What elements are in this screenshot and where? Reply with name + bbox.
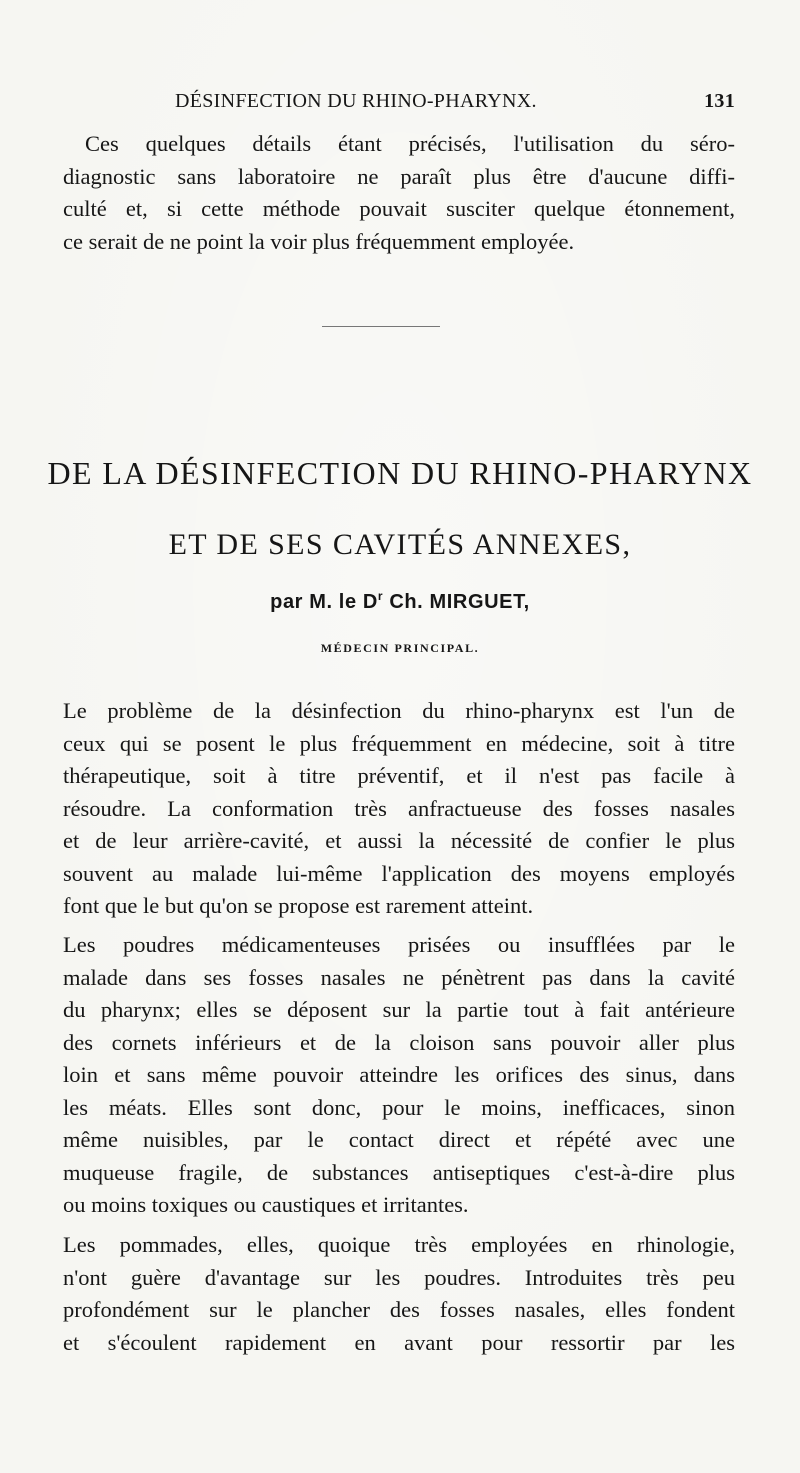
text-line: des cornets inférieurs et de la cloison sans pouvoir aller plus [63, 1029, 735, 1055]
text-line: Les poudres médicamenteuses prisées ou insufflées par le [63, 932, 735, 957]
body-paragraph-3 [63, 1229, 735, 1359]
author-superscript: r [377, 589, 384, 603]
text-line: muqueuse fragile, de substances antiseptiques c'est-à-dire plus [63, 1159, 735, 1185]
text-line: ceux qui se posent le plus fréquemment en médecine, soit à titre [63, 730, 735, 756]
body-paragraph-1 [63, 695, 735, 923]
text-line: même nuisibles, par le contact direct et répété avec une [63, 1127, 735, 1152]
body-paragraph-2 [63, 929, 735, 1222]
text-line: diagnostic sans laboratoire ne paraît plus être d'aucune diffi- [63, 163, 735, 189]
text-line: font que le but qu'on se propose est rarement atteint. [63, 893, 534, 918]
section-separator [322, 326, 440, 327]
text-line: culté et, si cette méthode pouvait susciter quelque étonnement, [63, 196, 735, 221]
text-line: thérapeutique, soit à titre préventif, et il n'est pas facile à [63, 763, 735, 788]
text-line: résoudre. La conformation très anfractueuse des fosses nasales [63, 795, 735, 821]
author-prefix: par M. le D [270, 591, 378, 613]
text-line: Les pommades, elles, quoique très employées en rhinologie, [63, 1232, 735, 1257]
article-title-line-2: ET DE SES CAVITÉS ANNEXES, [168, 528, 632, 561]
text-line: Ces quelques détails étant précisés, l'utilisation du séro- [85, 131, 735, 156]
text-line: les méats. Elles sont donc, pour le moins, inefficaces, sinon [63, 1094, 735, 1120]
text-line: malade dans ses fosses nasales ne pénètrent pas dans la cavité [63, 964, 735, 990]
intro-paragraph [63, 128, 735, 258]
page-header [175, 90, 735, 120]
text-line: et s'écoulent rapidement en avant pour ressortir par les [63, 1329, 735, 1355]
text-line: et de leur arrière-cavité, et aussi la nécessité de confier le plus [63, 828, 735, 853]
running-title: DÉSINFECTION DU RHINO-PHARYNX. [175, 90, 537, 112]
article-title-line-1: DE LA DÉSINFECTION DU RHINO-PHARYNX [47, 455, 753, 491]
author-role: MÉDECIN PRINCIPAL. [320, 641, 480, 655]
text-line: souvent au malade lui-même l'application des moyens employés [63, 860, 735, 886]
page-number: 131 [704, 90, 735, 112]
text-line: du pharynx; elles se déposent sur la partie tout à fait antérieure [63, 997, 735, 1022]
text-line: ce serait de ne point la voir plus fréquemment employée. [63, 228, 575, 254]
text-line: ou moins toxiques ou caustiques et irritantes. [63, 1192, 469, 1217]
text-line: profondément sur le plancher des fosses nasales, elles fondent [63, 1297, 735, 1322]
text-line: loin et sans même pouvoir atteindre les orifices des sinus, dans [63, 1062, 735, 1087]
text-line: Le problème de la désinfection du rhino-pharynx est l'un de [63, 698, 735, 723]
text-line: n'ont guère d'avantage sur les poudres. Introduites très peu [63, 1264, 735, 1290]
author-name: Ch. MIRGUET, [383, 591, 530, 613]
author-byline [0, 589, 800, 614]
